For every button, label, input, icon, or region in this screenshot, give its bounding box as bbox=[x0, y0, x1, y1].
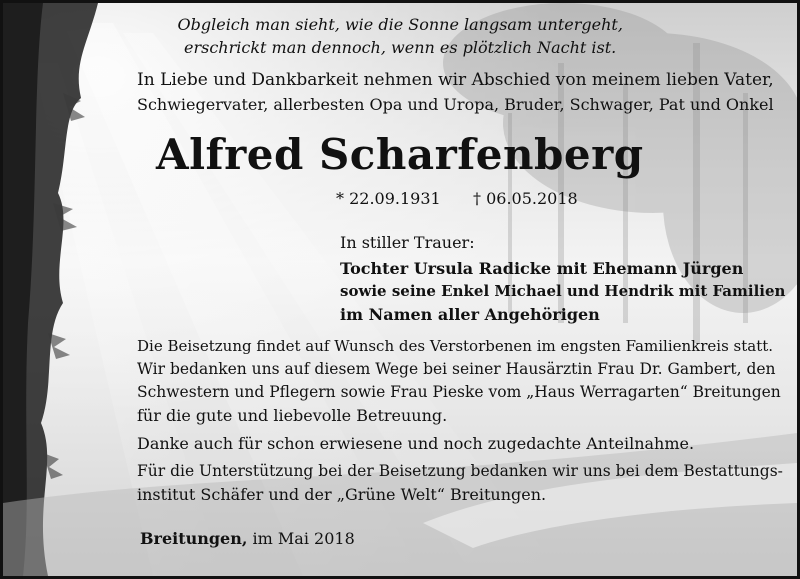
death-date: † 06.05.2018 bbox=[473, 189, 578, 208]
signature-place: Breitungen, bbox=[140, 529, 248, 548]
body-line: Schwestern und Pflegern sowie Frau Pieske vom „Haus Werragarten“ Breitungen bbox=[137, 383, 781, 401]
mourner-line: im Namen aller Angehörigen bbox=[340, 305, 600, 324]
body-line: Für die Unterstützung bei der Beisetzung bedanken wir uns bei dem Bestattungs- bbox=[137, 462, 783, 480]
notice-text-area bbox=[3, 3, 797, 576]
quote-line-1: Obgleich man sieht, wie die Sonne langsam untergeht, bbox=[177, 15, 623, 34]
deceased-name: Alfred Scharfenberg bbox=[156, 130, 644, 179]
body-line: für die gute und liebevolle Betreuung. bbox=[137, 406, 448, 425]
signature-line bbox=[140, 529, 355, 548]
body-line: Danke auch für schon erwiesene und noch zugedachte Anteilnahme. bbox=[137, 434, 695, 453]
body-line: institut Schäfer und der „Grüne Welt“ Breitungen. bbox=[137, 485, 547, 504]
intro-line-2: Schwiegervater, allerbesten Opa und Uropa, Bruder, Schwager, Pat und Onkel bbox=[137, 95, 774, 114]
birth-date: * 22.09.1931 bbox=[336, 189, 441, 208]
quote-line-2: erschrickt man dennoch, wenn es plötzlich Nacht ist. bbox=[184, 38, 617, 57]
mourner-line: sowie seine Enkel Michael und Hendrik mit Familien bbox=[340, 282, 786, 300]
body-line: Wir bedanken uns auf diesem Wege bei seiner Hausärztin Frau Dr. Gambert, den bbox=[137, 360, 776, 378]
mourning-label: In stiller Trauer: bbox=[340, 233, 475, 252]
mourner-line: Tochter Ursula Radicke mit Ehemann Jürgen bbox=[340, 259, 744, 278]
signature-date: im Mai 2018 bbox=[252, 529, 355, 548]
body-line: Die Beisetzung findet auf Wunsch des Verstorbenen im engsten Familienkreis statt. bbox=[137, 337, 774, 355]
intro-line-1: In Liebe und Dankbarkeit nehmen wir Abschied von meinem lieben Vater, bbox=[137, 70, 774, 90]
